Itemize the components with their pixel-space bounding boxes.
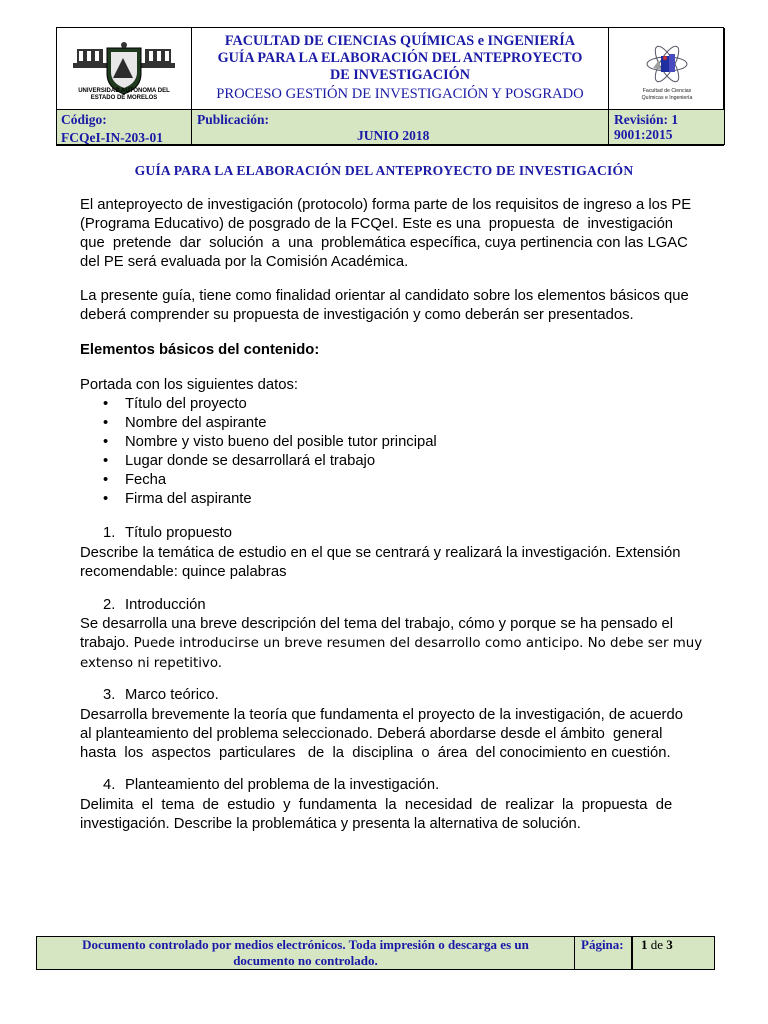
- guide-title-line1: GUÍA PARA LA ELABORACIÓN DEL ANTEPROYECTO: [217, 50, 583, 66]
- publication-label: Publicación:: [197, 112, 270, 127]
- intro-line: (Programa Educativo) de posgrado de la FCQeI. Este es una propuesta de investigación: [80, 216, 674, 232]
- section-heading: 4. Planteamiento del problema de la investigación.: [103, 777, 440, 793]
- list-item: • Lugar donde se desarrollará el trabajo: [80, 452, 437, 471]
- list-item: • Nombre del aspirante: [80, 414, 437, 433]
- uaem-logo-text: UNIVERSIDAD AUTÓNOMA DEL ESTADO DE MORELOS: [78, 88, 170, 101]
- code-cell: [57, 110, 192, 145]
- section-body: Se desarrolla una breve descripción del tema del trabajo, cómo y porque se ha pensado el trabajo. Puede introducirse un breve resumen del desarrollo como anticipo. No debe ser muy extenso ni repetitivo.: [80, 616, 703, 671]
- faculty-title: FACULTAD DE CIENCIAS QUÍMICAS e INGENIERÍA: [224, 33, 576, 49]
- intro-line: que pretende dar solución a una problemática específica, cuya pertinencia con las LGAC: [80, 235, 688, 251]
- elements-heading: Elementos básicos del contenido:: [80, 342, 320, 358]
- intro-paragraph: [80, 196, 704, 272]
- cover-items-list: [80, 395, 437, 509]
- purpose-line: deberá comprender su propuesta de investigación y como deberán ser presentados.: [80, 307, 634, 323]
- list-item: • Fecha: [80, 471, 437, 490]
- revision-cell: [609, 110, 725, 145]
- page-label: Página:: [574, 937, 632, 969]
- document-footer: [36, 936, 715, 970]
- list-item: • Firma del aspirante: [80, 490, 437, 509]
- purpose-line: La presente guía, tiene como finalidad orientar al candidato sobre los elementos básicos que: [80, 288, 689, 304]
- section-heading: 2. Introducción: [103, 597, 206, 613]
- section-body: Describe la temática de estudio en el que se centrará y realizará la investigación. Extensión recomendable: quince palabras: [80, 545, 681, 580]
- revision-label: Revisión: 1: [614, 112, 679, 127]
- fcqei-logo-text: Facultad de Ciencias Químicas e Ingeniería: [641, 88, 693, 101]
- intro-line: El anteproyecto de investigación (protocolo) forma parte de los requisitos de ingreso a los PE: [80, 197, 692, 213]
- publication-cell: [192, 110, 609, 145]
- uaem-logo-cell: [57, 28, 192, 110]
- list-item: • Título del proyecto: [80, 395, 437, 414]
- document-title: GUÍA PARA LA ELABORACIÓN DEL ANTEPROYECTO DE INVESTIGACIÓN: [134, 163, 634, 178]
- controlled-document-notice: Documento controlado por medios electrónicos. Toda impresión o descarga es un documento no controlado.: [37, 937, 575, 969]
- code-label: Código:: [61, 112, 107, 127]
- revision-standard: 9001:2015: [614, 127, 673, 142]
- section-heading: 1. Título propuesto: [103, 525, 232, 541]
- page-number: 1 de 3: [632, 937, 714, 969]
- section-heading: 3. Marco teórico.: [103, 687, 219, 703]
- intro-line: del PE será evaluada por la Comisión Académica.: [80, 254, 409, 270]
- header-title-cell: [192, 28, 609, 110]
- section-body: Delimita el tema de estudio y fundamenta la necesidad de realizar la propuesta de investigación. Describe la problemática y presenta la alternativa de solución.: [80, 797, 673, 832]
- process-name: PROCESO GESTIÓN DE INVESTIGACIÓN Y POSGRADO: [216, 86, 584, 102]
- fcqei-logo-cell: [609, 28, 725, 110]
- section-body: Desarrolla brevemente la teoría que fundamenta el proyecto de la investigación, de acuerdo al planteamiento del problema seleccionado. Deberá abordarse desde el ámbito general hasta los aspectos particulares de la disciplina o área del conocimiento en cuestión.: [80, 707, 683, 761]
- code-value: FCQeI-IN-203-01: [61, 130, 163, 145]
- publication-date: JUNIO 2018: [357, 128, 430, 143]
- guide-title-line2: DE INVESTIGACIÓN: [330, 67, 470, 83]
- purpose-paragraph: [80, 287, 704, 325]
- cover-intro: Portada con los siguientes datos:: [80, 377, 298, 393]
- list-item: • Nombre y visto bueno del posible tutor principal: [80, 433, 437, 452]
- document-header-table: [56, 27, 724, 146]
